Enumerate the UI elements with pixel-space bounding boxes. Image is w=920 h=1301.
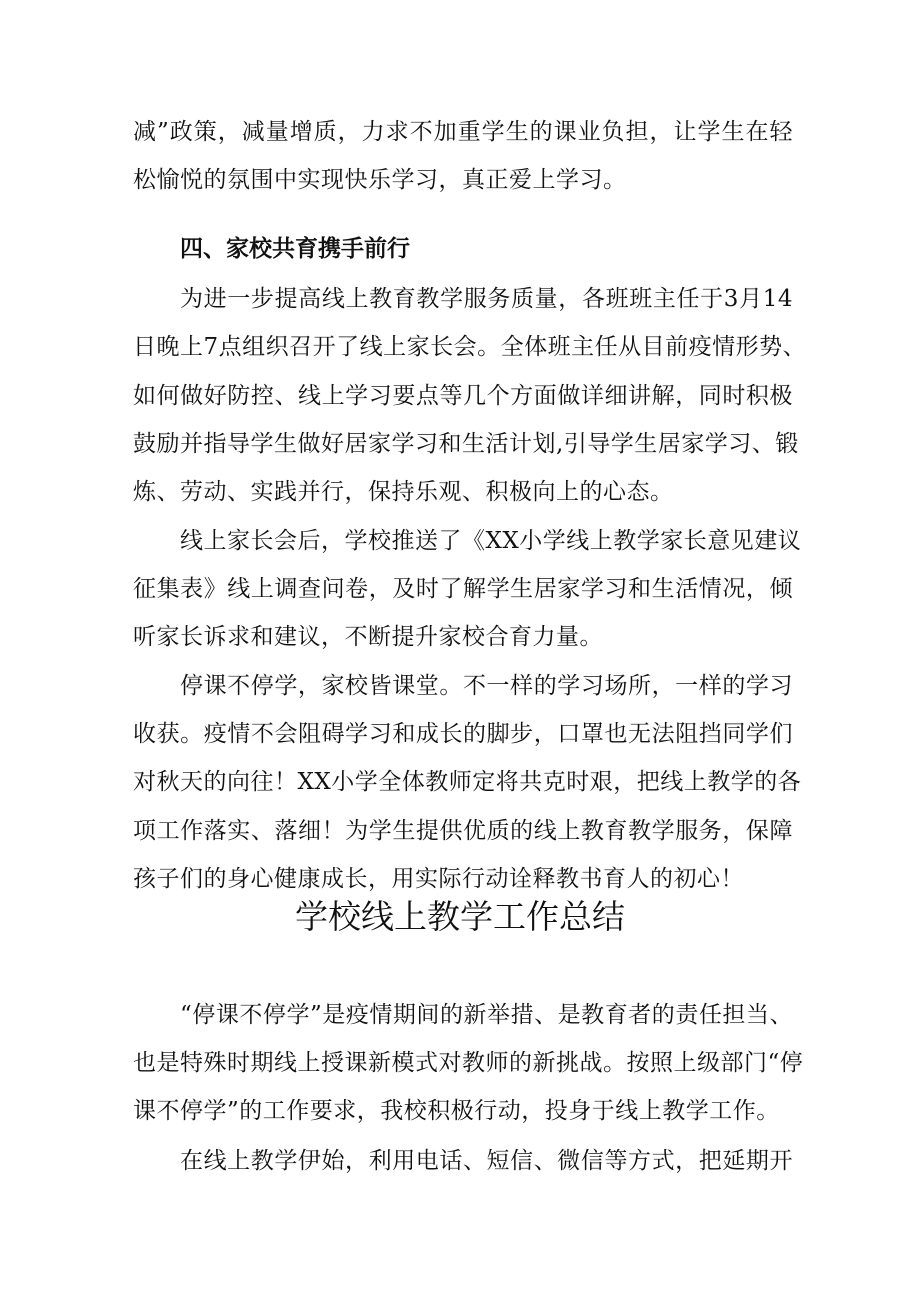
paragraph-line: 鼓励并指导学生做好居家学习和生活计划,引导学生居家学习、锻	[133, 431, 799, 457]
paragraph-line: 对秋天的向往！XX小学全体教师定将共克时艰，把线上教学的各	[133, 769, 802, 795]
paragraph-line: 孩子们的身心健康成长，用实际行动诠释教书育人的初心！	[133, 866, 744, 892]
paragraph-line: 为进一步提高线上教育教学服务质量，各班班主任于3月14	[180, 286, 793, 312]
paragraph-line: “停课不停学”是疫情期间的新举措、是教育者的责任担当、	[180, 1002, 793, 1028]
paragraph-line: 松愉悦的氛围中实现快乐学习，真正爱上学习。	[133, 167, 627, 193]
paragraph-line: 减”政策，减量增质，力求不加重学生的课业负担，让学生在轻	[133, 119, 793, 145]
paragraph-line: 收获。疫情不会阻碍学习和成长的脚步，口罩也无法阻挡同学们	[133, 721, 793, 747]
paragraph-line: 线上家长会后，学校推送了《XX小学线上教学家长意见建议	[180, 528, 802, 554]
document-title: 学校线上教学工作总结	[295, 897, 625, 936]
paragraph-line: 日晚上7点组织召开了线上家长会。全体班主任从目前疫情形势、	[133, 334, 807, 360]
paragraph-line: 在线上教学伊始，利用电话、短信、微信等方式，把延期开	[180, 1148, 793, 1174]
paragraph-line: 如何做好防控、线上学习要点等几个方面做详细讲解，同时积极	[133, 383, 793, 409]
paragraph-line: 项工作落实、落细！为学生提供优质的线上教育教学服务，保障	[133, 818, 793, 844]
paragraph-line: 炼、劳动、实践并行，保持乐观、积极向上的心态。	[133, 479, 674, 505]
paragraph-line: 征集表》线上调查问卷，及时了解学生居家学习和生活情况，倾	[133, 576, 793, 602]
section-heading: 四、家校共育携手前行	[180, 236, 410, 262]
paragraph-line: 听家长诉求和建议，不断提升家校合育力量。	[133, 624, 603, 650]
paragraph-line: 也是特殊时期线上授课新模式对教师的新挑战。按照上级部门“停	[133, 1050, 804, 1076]
paragraph-line: 停课不停学，家校皆课堂。不一样的学习场所，一样的学习	[180, 673, 793, 699]
paragraph-line: 课不停学”的工作要求，我校积极行动，投身于线上教学工作。	[133, 1098, 780, 1124]
